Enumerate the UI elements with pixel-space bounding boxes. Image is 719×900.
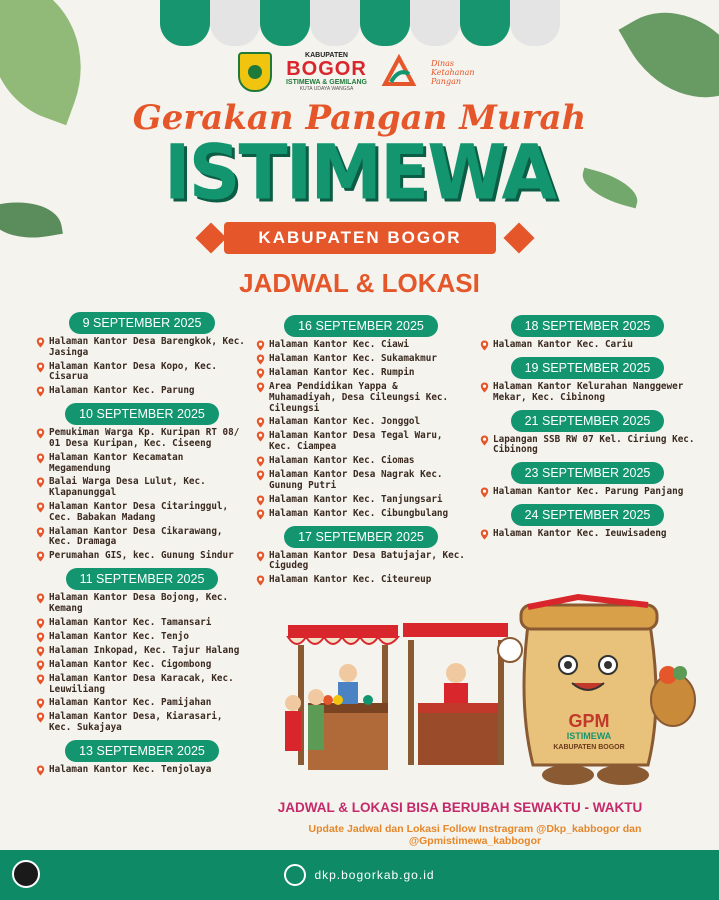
schedule-group <box>480 315 695 351</box>
location-text: Halaman Kantor Kec. Ciomas <box>269 454 415 466</box>
location-pin-icon <box>36 646 49 657</box>
location-item <box>256 368 466 379</box>
location-pin-icon <box>36 337 49 348</box>
date-pill: 10 SEPTEMBER 2025 <box>65 403 219 425</box>
instagram-update-note: Update Jadwal dan Lokasi Follow Instragram @Dkp_kabbogor dan @Gpmistimewa_kabbogor <box>308 823 642 847</box>
location-text: Halaman Kantor Kec. Tanjungsari <box>269 493 443 505</box>
location-text: Halaman Kantor Kec. Cigombong <box>49 658 212 670</box>
location-pin-icon <box>36 660 49 671</box>
location-pin-icon <box>36 527 49 538</box>
kabupaten-banner: KABUPATEN BOGOR <box>224 222 496 254</box>
location-pin-icon <box>36 593 49 604</box>
date-pill: 21 SEPTEMBER 2025 <box>511 410 665 432</box>
location-pin-icon <box>256 354 269 365</box>
location-item <box>256 495 466 506</box>
market-illustration <box>278 585 698 795</box>
location-text: Halaman Kantor Desa Citaringgul, Cec. Babakan Madang <box>49 500 229 523</box>
schedule-group <box>36 568 248 734</box>
location-item <box>256 340 466 351</box>
location-item <box>256 431 466 453</box>
location-item <box>36 551 248 562</box>
location-pin-icon <box>36 362 49 373</box>
location-pin-icon <box>256 417 269 428</box>
location-item <box>256 470 466 492</box>
location-pin-icon <box>36 674 49 685</box>
date-pill: 23 SEPTEMBER 2025 <box>511 462 665 484</box>
location-item <box>480 382 695 404</box>
location-item <box>36 428 248 450</box>
location-item <box>256 509 466 520</box>
location-pin-icon <box>36 502 49 513</box>
location-item <box>36 527 248 549</box>
location-text: Halaman Kantor Desa Barengkok, Kec. Jasinga <box>49 336 245 358</box>
location-text: Halaman Kantor Kec. Parung Panjang <box>493 486 684 498</box>
location-pin-icon <box>256 431 269 442</box>
location-item <box>256 456 466 467</box>
location-text: Halaman Kantor Desa Batujajar, Kec. Cigudeg <box>269 549 465 572</box>
location-text: Halaman Kantor Kec. Citeureup <box>269 574 432 586</box>
date-pill: 24 SEPTEMBER 2025 <box>511 504 665 526</box>
location-item <box>36 386 248 397</box>
logo-kab-big-text: BOGOR <box>286 58 367 80</box>
location-item <box>480 529 695 540</box>
location-text: Halaman Kantor Kecamatan Megamendung <box>49 451 184 474</box>
logo-row <box>0 52 719 92</box>
banner-diamond-right <box>503 222 534 253</box>
location-item <box>36 362 248 384</box>
location-item <box>36 337 248 359</box>
title-script: Gerakan Pangan Murah <box>132 98 587 138</box>
location-pin-icon <box>480 529 493 540</box>
schedule-group <box>480 462 695 498</box>
date-pill: 18 SEPTEMBER 2025 <box>511 315 665 337</box>
location-item <box>256 417 466 428</box>
location-text: Halaman Kantor Kec. Ciawi <box>269 339 409 350</box>
location-pin-icon <box>36 386 49 397</box>
location-pin-icon <box>256 495 269 506</box>
location-pin-icon <box>36 477 49 488</box>
schedule-group <box>36 312 248 397</box>
location-text: Halaman Kantor Kec. Rumpin <box>269 367 415 378</box>
location-text: Halaman Kantor Kec. Tamansari <box>49 616 212 628</box>
dkp-logo-icon <box>381 54 417 90</box>
location-item <box>480 435 695 457</box>
location-item <box>36 502 248 524</box>
location-item <box>256 354 466 365</box>
schedule-column-3 <box>480 315 695 546</box>
location-text: Halaman Kantor Kec. Cariu <box>493 339 633 350</box>
location-text: Halaman Kantor Kec. Jonggol <box>269 416 421 428</box>
location-pin-icon <box>256 470 269 481</box>
logo-kab-small-text: KABUPATEN <box>305 52 348 59</box>
date-pill: 13 SEPTEMBER 2025 <box>65 740 219 762</box>
location-text: Halaman Kantor Kelurahan Nanggewer Mekar, Kec. Cibinong <box>493 381 684 403</box>
location-item <box>36 698 248 709</box>
schedule-column-2 <box>256 315 466 592</box>
location-pin-icon <box>256 382 269 393</box>
location-item <box>36 674 248 696</box>
location-pin-icon <box>256 340 269 351</box>
date-pill: 9 SEPTEMBER 2025 <box>69 312 216 334</box>
mascot-kabupaten-text: KABUPATEN BOGOR <box>553 744 625 751</box>
awning-decoration <box>160 0 560 48</box>
location-text: Halaman Kantor Kec. Cibungbulang <box>269 507 449 519</box>
location-text: Halaman Kantor Desa Cikarawang, Kec. Dramaga <box>49 525 223 548</box>
date-pill: 16 SEPTEMBER 2025 <box>284 315 438 337</box>
kabupaten-bogor-logo <box>286 52 367 92</box>
avatar[interactable] <box>12 860 40 888</box>
location-text: Halaman Kantor Desa Nagrak Kec. Gunung Putri <box>269 468 443 491</box>
location-text: Halaman Kantor Desa, Kiarasari, Kec. Sukajaya <box>49 711 223 734</box>
location-pin-icon <box>256 509 269 520</box>
schedule-group <box>36 740 248 776</box>
location-text: Halaman Kantor Desa Bojong, Kec. Kemang <box>49 592 229 614</box>
footer-bar <box>0 850 719 900</box>
schedule-group <box>36 403 248 562</box>
date-pill: 19 SEPTEMBER 2025 <box>511 357 665 379</box>
location-text: Halaman Kantor Desa Karacak, Kec. Leuwiliang <box>49 672 234 695</box>
location-pin-icon <box>480 435 493 446</box>
section-title: JADWAL & LOKASI <box>239 268 480 298</box>
website-link[interactable]: dkp.bogorkab.go.id <box>314 868 435 882</box>
location-text: Halaman Kantor Kec. Pamijahan <box>49 697 212 709</box>
location-text: Halaman Kantor Kec. Tenjolaya <box>49 763 212 775</box>
location-pin-icon <box>36 428 49 439</box>
location-text: Lapangan SSB RW 07 Kel. Ciriung Kec. Cibinong <box>493 433 695 456</box>
location-text: Area Pendidikan Yappa & Muhamadiyah, Desa Cileungsi Kec. Cileungsi <box>269 381 449 414</box>
location-pin-icon <box>480 340 493 351</box>
logo-kab-sub-text: ISTIMEWA & GEMILANG <box>285 79 368 86</box>
location-item <box>480 487 695 498</box>
location-item <box>36 453 248 475</box>
location-item <box>36 477 248 499</box>
schedule-group <box>480 357 695 404</box>
location-text: Halaman Kantor Kec. Parung <box>49 385 195 397</box>
location-pin-icon <box>256 575 269 586</box>
location-text: Halaman Kantor Kec. Tenjo <box>49 630 189 642</box>
location-pin-icon <box>480 382 493 393</box>
location-item <box>480 340 695 351</box>
logo-kab-tiny-text: KUTA UDAYA WANGSA <box>299 86 354 92</box>
mascot-gpm-text: GPM <box>568 711 610 731</box>
location-item <box>256 382 466 414</box>
location-text: Balai Warga Desa Lulut, Kec. Klapanunggal <box>49 476 206 499</box>
location-text: Perumahan GIS, kec. Gunung Sindur <box>49 550 234 562</box>
location-text: Halaman Inkopad, Kec. Tajur Halang <box>49 644 240 656</box>
location-pin-icon <box>36 712 49 723</box>
location-text: Halaman Kantor Kec. Sukamakmur <box>269 353 437 364</box>
location-pin-icon <box>36 765 49 776</box>
location-pin-icon <box>36 551 49 562</box>
location-pin-icon <box>36 453 49 464</box>
location-text: Halaman Kantor Kec. Ieuwisadeng <box>493 528 667 540</box>
location-item <box>36 632 248 643</box>
location-text: Pemukiman Warga Kp. Kuripan RT 08/ 01 Desa Kuripan, Kec. Ciseeng <box>49 427 240 449</box>
page-title: ISTIMEWA <box>163 127 556 217</box>
location-text: Halaman Kantor Desa Tegal Waru, Kec. Ciampea <box>269 430 443 453</box>
mascot-istimewa-text: ISTIMEWA <box>566 731 612 741</box>
location-item <box>36 765 248 776</box>
location-item <box>256 551 466 573</box>
schedule-group <box>256 526 466 587</box>
date-pill: 11 SEPTEMBER 2025 <box>66 568 219 590</box>
location-pin-icon <box>36 698 49 709</box>
location-pin-icon <box>36 632 49 643</box>
globe-icon <box>284 864 306 886</box>
dinas-logo-text: Dinas Ketahanan Pangan <box>431 58 475 86</box>
schedule-column-1 <box>36 312 248 782</box>
schedule-group <box>480 504 695 540</box>
banner-diamond-left <box>195 222 226 253</box>
location-pin-icon <box>36 618 49 629</box>
location-pin-icon <box>480 487 493 498</box>
location-pin-icon <box>256 456 269 467</box>
schedule-change-note: JADWAL & LOKASI BISA BERUBAH SEWAKTU - WAKTU <box>277 800 643 815</box>
schedule-group <box>480 410 695 457</box>
location-item <box>36 646 248 657</box>
location-item <box>36 593 248 615</box>
location-item <box>36 660 248 671</box>
bogor-crest-logo <box>238 52 272 92</box>
schedule-group <box>256 315 466 520</box>
location-text: Halaman Kantor Desa Kopo, Kec. Cisarua <box>49 360 217 383</box>
date-pill: 17 SEPTEMBER 2025 <box>284 526 438 548</box>
location-pin-icon <box>256 551 269 562</box>
location-item <box>36 712 248 734</box>
location-item <box>36 618 248 629</box>
location-pin-icon <box>256 368 269 379</box>
